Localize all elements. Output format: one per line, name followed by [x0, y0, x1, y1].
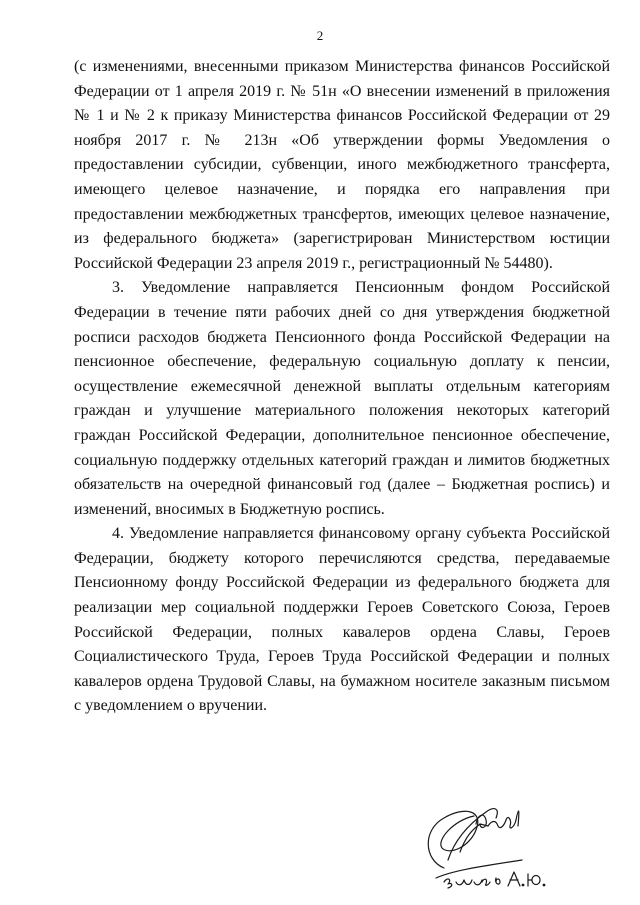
page-number: 2 [316, 28, 324, 43]
handwritten-signature [414, 790, 554, 890]
document-body [74, 55, 610, 719]
paragraph-continuation: (с изменениями, внесенными приказом Министерства финансов Российской Федерации от 1 апреля 2019 г. № 51н «О внесении изменений в приложения № 1 и № 2 к приказу Министерства финансов Российской Федерации от 29 ноября 2017 г. № 213н «Об утверждении формы Уведомления о предоставлении субсидии, субвенции, иного межбюджетного трансферта, имеющего целевое назначение, и порядка его направления при предоставлении межбюджетных трансфертов, имеющих целевое назначение, из федерального бюджета» (зарегистрирован Министерством юстиции Российской Федерации 23 апреля 2019 г., регистрационный № 54480). [74, 58, 610, 272]
paragraph-item-3: 3. Уведомление направляется Пенсионным фондом Российской Федерации в течение пяти рабочих дней со дня утверждения бюджетной росписи расходов бюджета Пенсионного фонда Российской Федерации на пенсионное обеспечение, федеральную социальную доплату к пенсии, осуществление ежемесячной денежной выплаты отдельным категориям граждан и улучшение материального положения некоторых категорий граждан Российской Федерации, дополнительное пенсионное обеспечение, социальную поддержку отдельных категорий граждан и лимитов бюджетных обязательств на очередной финансовый год (далее – Бюджетная роспись) и изменений, вносимых в Бюджетную роспись. [74, 279, 610, 518]
paragraph-item-4: 4. Уведомление направляется финансовому органу субъекта Российской Федерации, бюджету которого перечисляются средства, передаваемые Пенсионному фонду Российской Федерации из федерального бюджета для реализации мер социальной поддержки Героев Советского Союза, Героев Российской Федерации, полных кавалеров ордена Славы, Героев Социалистического Труда, Героев Труда Российской Федерации и полных кавалеров ордена Трудовой Славы, на бумажном носителе заказным письмом с уведомлением о вручении. [74, 525, 610, 715]
